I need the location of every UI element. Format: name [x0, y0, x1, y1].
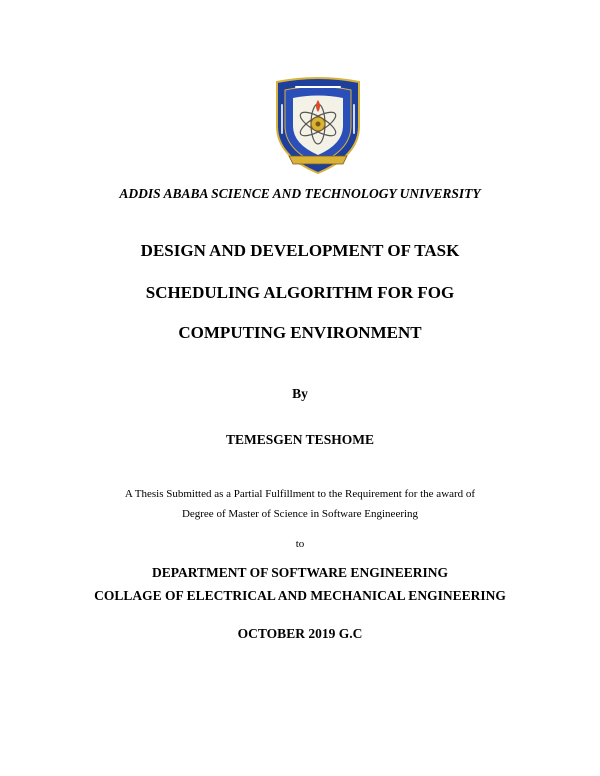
- thesis-title-line-2: SCHEDULING ALGORITHM FOR FOG: [145, 283, 455, 302]
- submission-date: OCTOBER 2019 G.C: [237, 626, 363, 641]
- to-label: to: [295, 538, 305, 550]
- university-crest-icon: [275, 76, 361, 174]
- thesis-title-line-1: DESIGN AND DEVELOPMENT OF TASK: [140, 241, 460, 260]
- department-name: DEPARTMENT OF SOFTWARE ENGINEERING: [152, 565, 448, 580]
- thesis-title-line-3: COMPUTING ENVIRONMENT: [178, 323, 422, 342]
- college-name: COLLAGE OF ELECTRICAL AND MECHANICAL ENGINEERING: [94, 588, 506, 603]
- submission-statement-line-1: A Thesis Submitted as a Partial Fulfillment to the Requirement for the award of: [124, 488, 476, 500]
- author-name: TEMESGEN TESHOME: [226, 432, 374, 447]
- submission-statement-line-2: Degree of Master of Science in Software Engineering: [181, 508, 419, 520]
- by-label: By: [292, 386, 308, 401]
- university-name: ADDIS ABABA SCIENCE AND TECHNOLOGY UNIVERSITY: [119, 186, 481, 201]
